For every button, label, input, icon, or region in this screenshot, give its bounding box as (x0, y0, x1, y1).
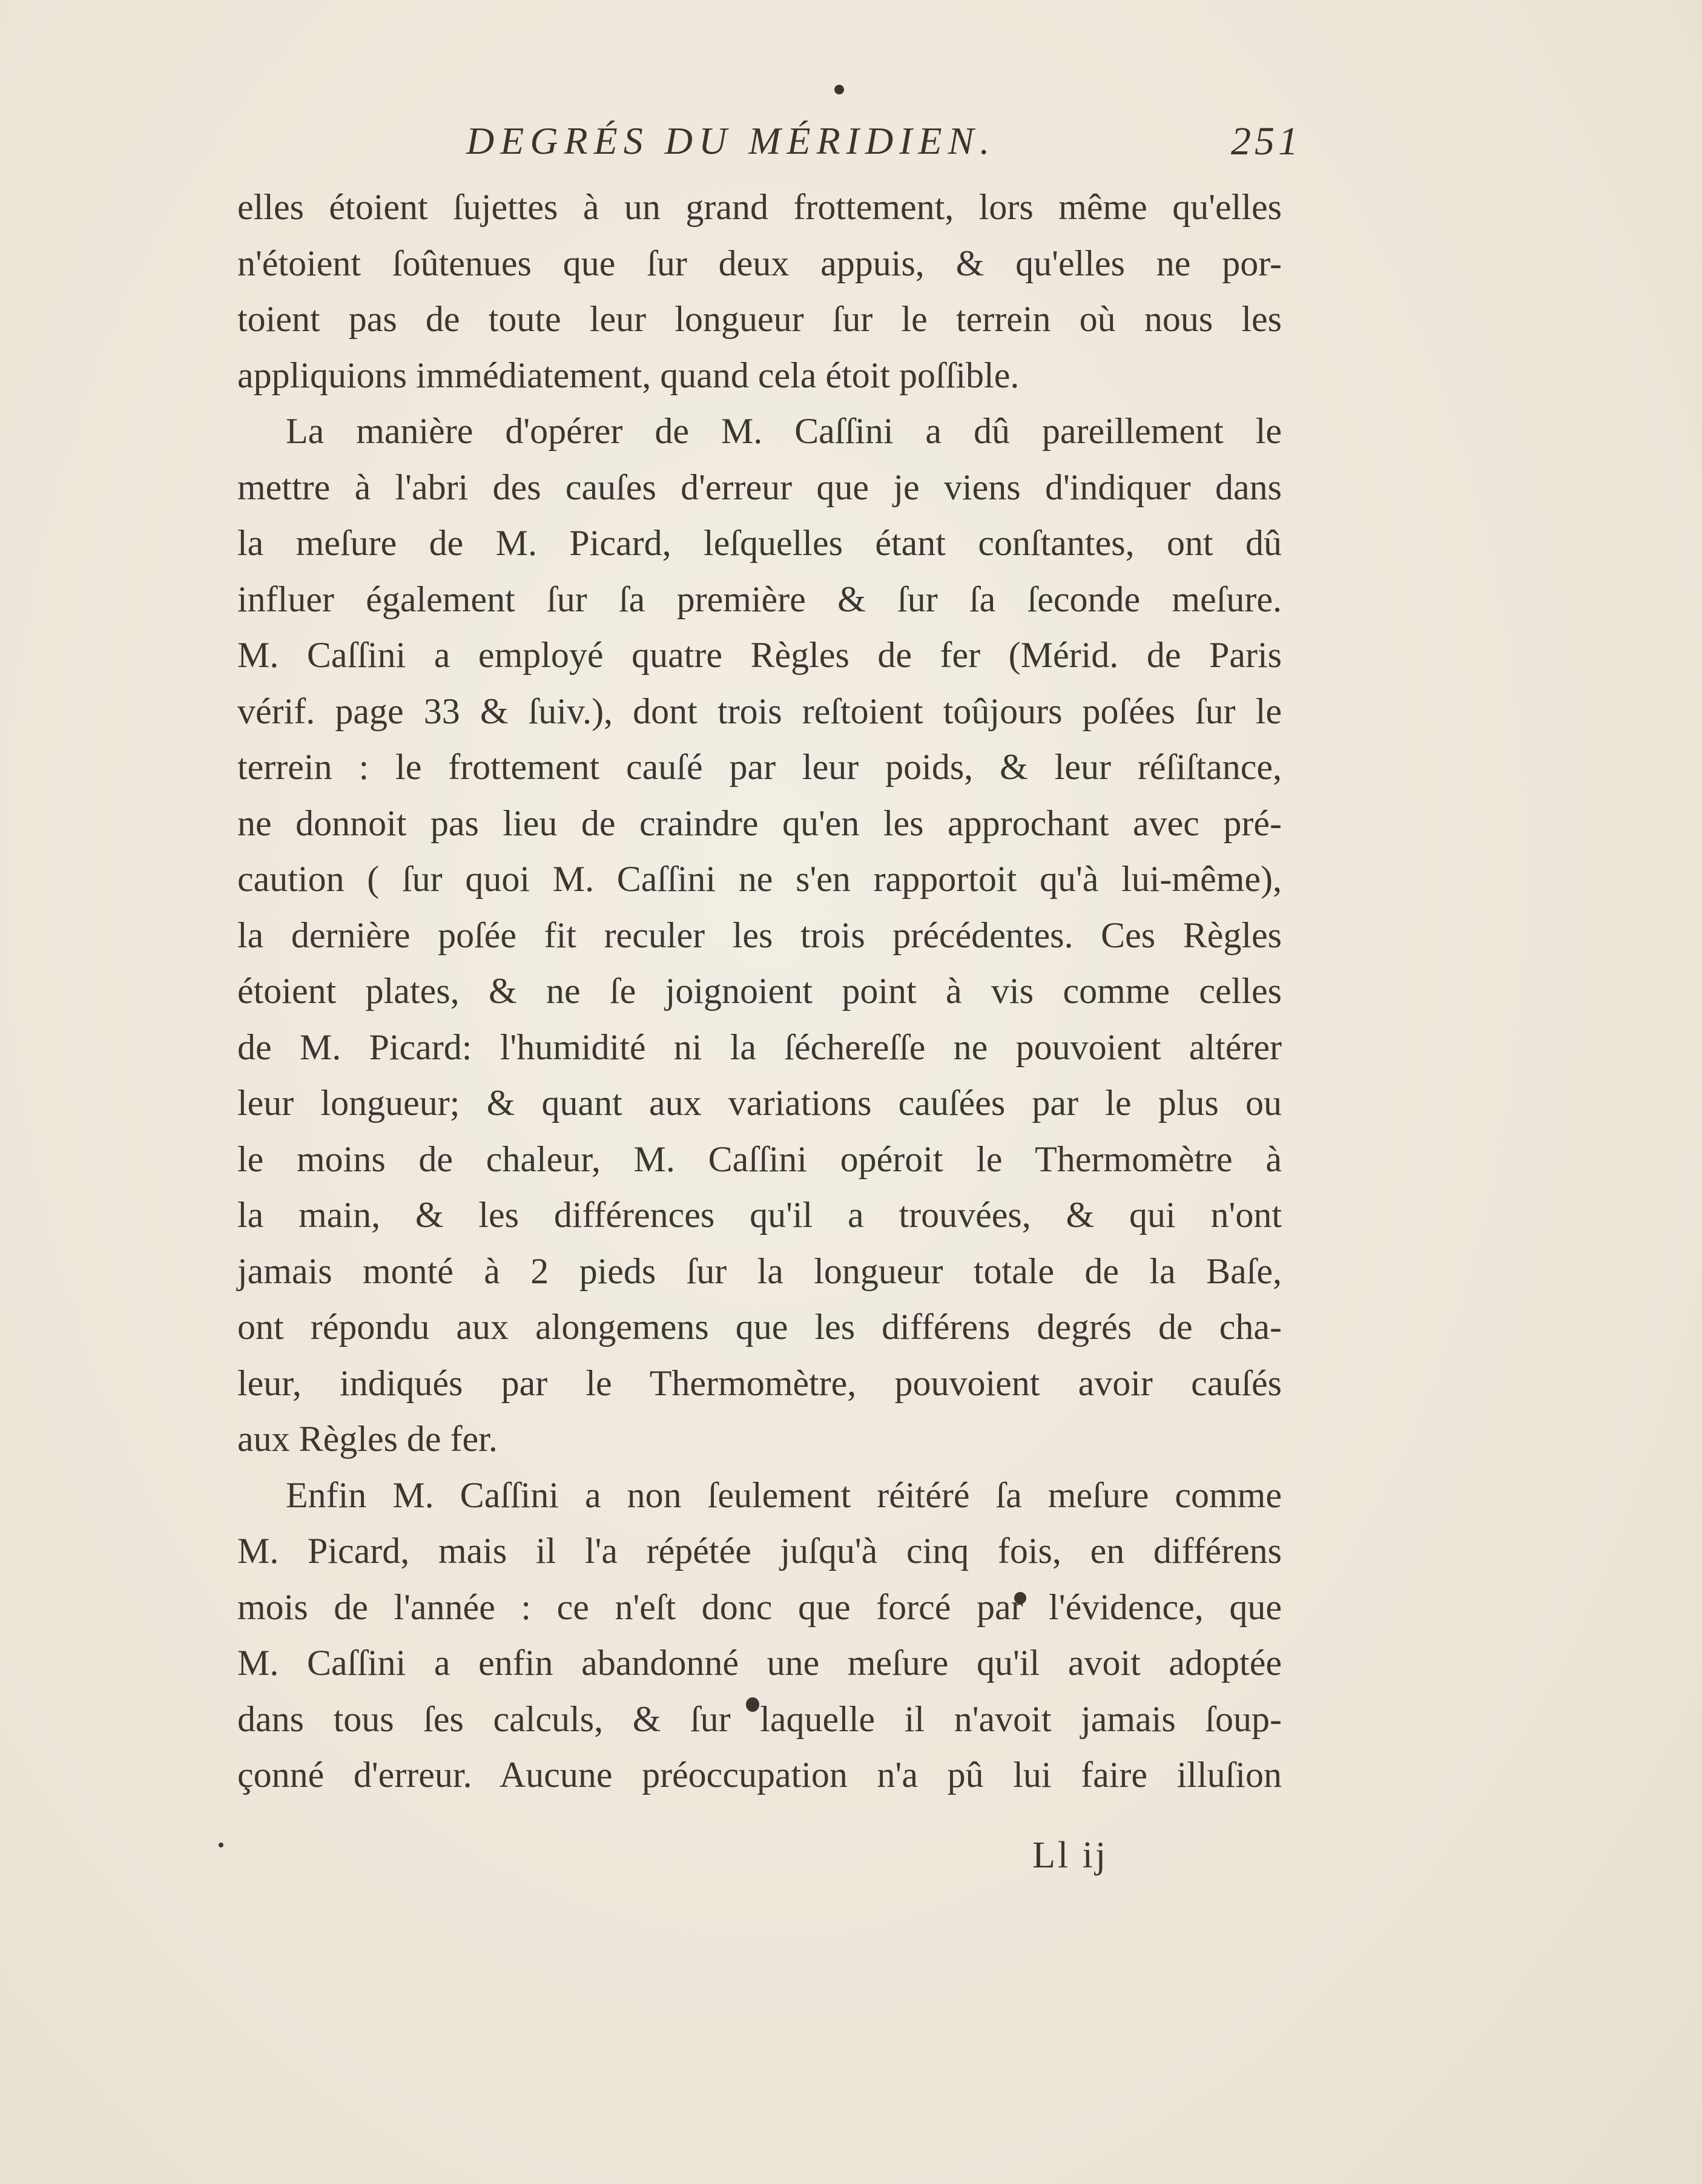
text-line: vérif. page 33 & ſuiv.), dont trois reſtoient toûjours poſées ſur le (237, 691, 1282, 731)
text-line: appliquions immédiatement, quand cela étoit poſſible. (237, 355, 1020, 395)
text-line: toient pas de toute leur longueur ſur le terrein où nous les (237, 299, 1282, 339)
text-line: mois de l'année : ce n'eſt donc que forcé par l'évidence, que (237, 1587, 1282, 1627)
text-line: aux Règles de fer. (237, 1419, 498, 1459)
text-line: terrein : le frottement cauſé par leur poids, & leur réſiſtance, (237, 747, 1282, 787)
text-line: leur, indiqués par le Thermomètre, pouvoient avoir cauſés (237, 1363, 1282, 1403)
text-line: çonné d'erreur. Aucune préoccupation n'a pû lui faire illuſion (237, 1755, 1282, 1795)
text-line: la meſure de M. Picard, leſquelles étant conſtantes, ont dû (237, 523, 1282, 563)
text-line: elles étoient ſujettes à un grand frottement, lors même qu'elles (237, 187, 1282, 227)
text-line: ne donnoit pas lieu de craindre qu'en les approchant avec pré- (237, 803, 1282, 843)
text-line: M. Caſſini a employé quatre Règles de fer (Mérid. de Paris (237, 635, 1282, 675)
text-line: influer également ſur ſa première & ſur ſa ſeconde meſure. (237, 579, 1282, 619)
text-line: M. Picard, mais il l'a répétée juſqu'à cinq fois, en différens (237, 1531, 1282, 1571)
page-header (236, 119, 1302, 173)
running-title: DEGRÉS DU MÉRIDIEN. (466, 119, 996, 162)
paragraph-start-line: La manière d'opérer de M. Caſſini a dû pareillement le (286, 411, 1282, 451)
text-line: le moins de chaleur, M. Caſſini opéroit le Thermomètre à (237, 1139, 1282, 1179)
paragraph-start-line: Enfin M. Caſſini a non ſeulement réitéré ſa meſure comme (286, 1475, 1282, 1515)
text-line: de M. Picard: l'humidité ni la ſéchereſſe ne pouvoient altérer (237, 1027, 1282, 1067)
text-line: leur longueur; & quant aux variations cauſées par le plus ou (237, 1083, 1282, 1123)
text-line: la main, & les différences qu'il a trouvées, & qui n'ont (237, 1195, 1282, 1235)
text-line: mettre à l'abri des cauſes d'erreur que je viens d'indiquer dans (237, 467, 1282, 507)
body-text (237, 179, 1282, 1803)
text-line: la dernière poſée fit reculer les trois précédentes. Ces Règles (237, 915, 1282, 955)
text-line: n'étoient ſoûtenues que ſur deux appuis, & qu'elles ne por- (237, 243, 1282, 283)
catchword-signature: Ll ij (1032, 1835, 1109, 1876)
ink-blot (834, 85, 844, 94)
text-line: jamais monté à 2 pieds ſur la longueur totale de la Baſe, (237, 1251, 1282, 1291)
text-line: M. Caſſini a enfin abandonné une meſure qu'il avoit adoptée (237, 1643, 1282, 1683)
ink-speck (219, 1843, 223, 1847)
text-line: ont répondu aux alongemens que les différens degrés de cha- (237, 1307, 1282, 1347)
text-line: étoient plates, & ne ſe joignoient point à vis comme celles (237, 971, 1282, 1011)
page-number: 251 (1231, 119, 1302, 163)
text-line: caution ( ſur quoi M. Caſſini ne s'en rapportoit qu'à lui-même), (237, 859, 1282, 899)
text-line: dans tous ſes calculs, & ſur laquelle il n'avoit jamais ſoup- (237, 1699, 1282, 1739)
